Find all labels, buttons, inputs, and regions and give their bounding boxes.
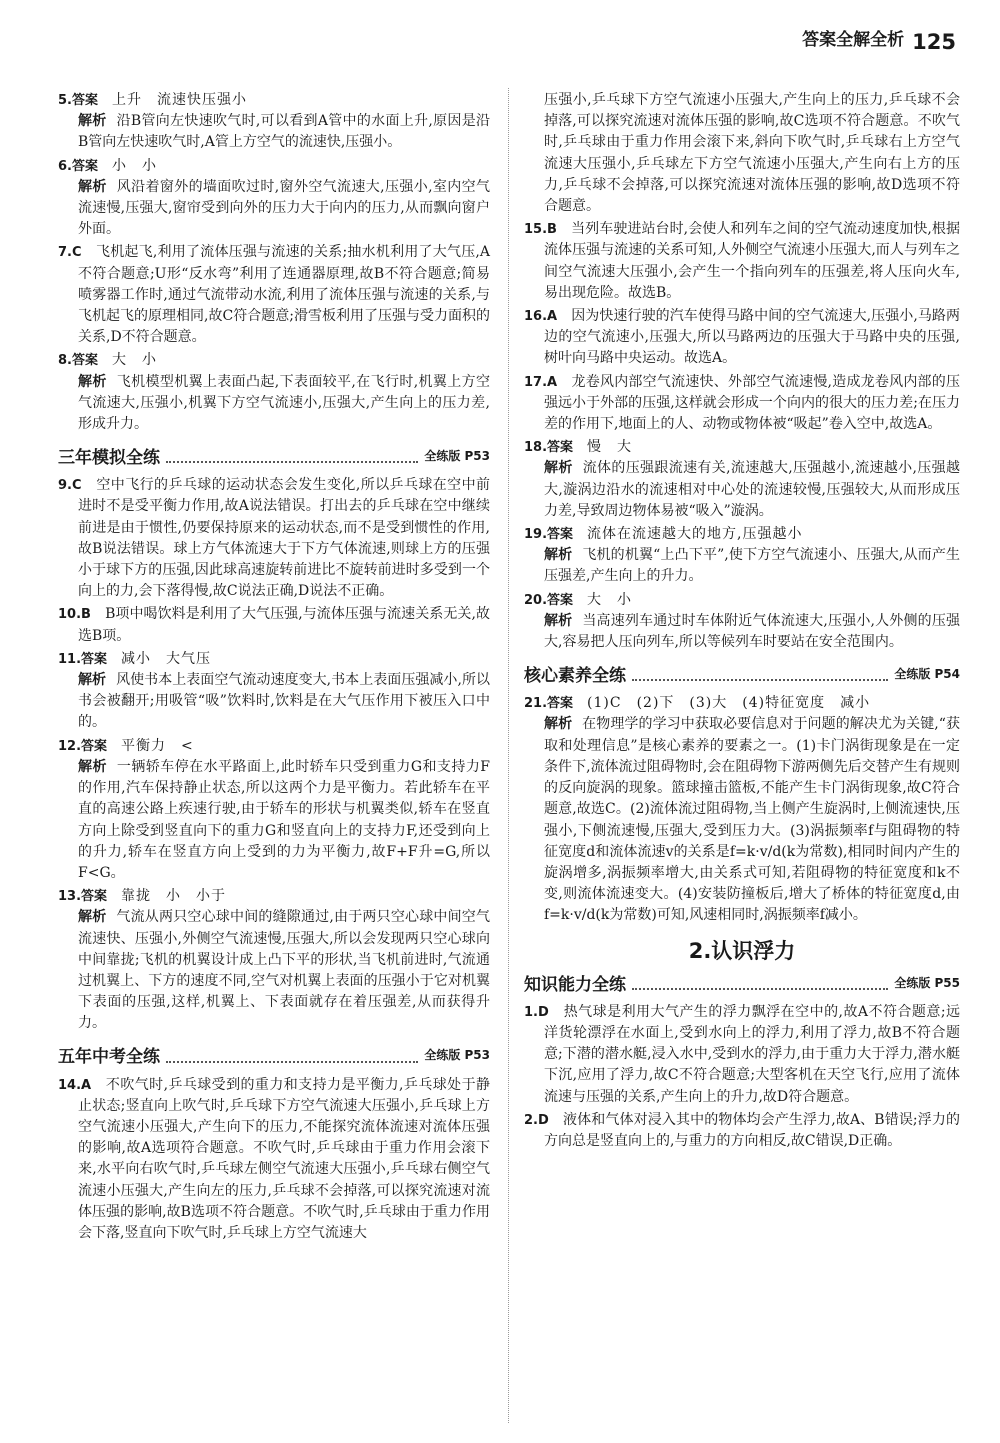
item-text: 因为快速行驶的汽车使得马路中间的空气流速大,压强小,马路两边的空气流速小,压强大,所以马路两边的压强大于马路中央的压强,树叶向马路中央运动。故选A。 — [544, 308, 960, 367]
item-number: 1.D — [524, 1004, 549, 1020]
dotted-leader — [632, 679, 888, 681]
left-column — [58, 90, 490, 1246]
answer-item — [58, 649, 490, 734]
section-title: 三年模拟全练 — [58, 448, 160, 469]
item-number: 21.答案 — [524, 696, 574, 712]
answer-item — [58, 156, 490, 241]
item-answer: 平衡力 < — [121, 737, 194, 754]
explain-text: 在物理学的学习中获取必要信息对于问题的解决尤为关键,“获取和处理信息”是核心素养的要素之一。(1)卡门涡街现象是在一定条件下,流体流过阻碍物时,会在阻碍物下游两侧先后交替产生有规则的反向旋涡的现象。篮球撞击篮板,不能产生卡门涡街现象,故C符合题意,故选C。(2)流体流过阻碍物,当上侧产生旋涡时,上侧流速快,压强小,下侧流速慢,压强大,受到压力大。(3)涡振频率f与阻碍物的特征宽度d和流体流速v的关系是f=k·v/d(k为常数),相同时间内产生的旋涡增多,涡振频率增大,由关系式可知,若阻碍物的特征宽度和k不变,则流体流速变大。(4)安装防撞板后,增大了桥体的特征宽度d,由f=k·v/d(k为常数)可知,风速相同时,涡振频率f减小。 — [544, 716, 960, 924]
item-text: 飞机起飞,利用了流体压强与流速的关系;抽水机利用了大气压,A不符合题意;U形“反水弯”利用了连通器原理,故B不符合题意;简易喷雾器工作时,通过气流带动水流,利用了流体压强与流速的关系,与飞机起飞的原理相同,故C符合题意;滑雪板利用了压强与受力面积的关系,D不符合题意。 — [78, 244, 490, 346]
item-text: 热气球是利用大气产生的浮力飘浮在空中的,故A不符合题意;远洋货轮漂浮在水面上,受到水向上的浮力,利用了浮力,故B不符合题意;下潜的潜水艇,浸入水中,受到水的浮力,由于重力大于浮力,潜水艇下沉,应用了浮力,故C不符合题意;大型客机在天空飞行,应用了流体流速与压强的关系,产生向上的升力,故D符合题意。 — [544, 1003, 961, 1105]
explain-label: 解析 — [544, 612, 573, 629]
explain-text: 飞机的机翼“上凸下平”,使下方空气流速小、压强大,从而产生压强差,产生向上的升力。 — [544, 547, 961, 585]
answer-item — [524, 693, 960, 926]
item-answer: 大 小 — [111, 352, 157, 369]
answer-item — [524, 372, 960, 436]
item-number: 6.答案 — [58, 158, 98, 174]
item-text: B项中喝饮料是利用了大气压强,与流体压强与流速关系无关,故选B项。 — [78, 606, 491, 644]
explain-text: 风沿着窗外的墙面吹过时,窗外空气流速大,压强小,室内空气流速慢,压强大,窗帘受到向外的压力大于向内的压力,从而飘向窗户外面。 — [78, 178, 490, 238]
item-text: 液体和气体对浸入其中的物体均会产生浮力,故A、B错误;浮力的方向总是竖直向上的,与重力的方向相反,故C错误,D正确。 — [544, 1111, 961, 1149]
answer-item — [58, 886, 490, 1034]
explain-text: 流体的压强跟流速有关,流速越大,压强越小,流速越小,压强越大,漩涡边沿水的流速相对中心处的流速较慢,压强较大,从而形成压力差,导致周边物体易被“吸入”漩涡。 — [544, 460, 960, 519]
item-number: 5.答案 — [58, 93, 98, 108]
answer-item — [58, 242, 490, 348]
item-text: 空中飞行的乒乓球的运动状态会发生变化,所以乒乓球在空中前进时不是受平衡力作用,故A说法错误。打出去的乒乓球在空中继续前进是由于惯性,仍要保持原来的运动状态,而不是受到惯性的作用,故B说法错误。球上方气体流速大于下方气体流速,则球上方的压强小于球下方的压强,因此球高速旋转前进比不旋转前进时多受到一个向上的力,会下落得慢,故C说法正确,D说法不正确。 — [78, 477, 491, 600]
section-ref: 全练版 P55 — [894, 975, 960, 990]
section-header — [58, 1043, 490, 1069]
explain-label: 解析 — [78, 909, 107, 926]
item-text: 不吹气时,乒乓球受到的重力和支持力是平衡力,乒乓球处于静止状态;竖直向上吹气时,乒乓球下方空气流速大压强小,乒乓球上方空气流速小压强大,产生向下的压力,不能探究流体流速对流体压强的影响,故A选项符合题意。不吹气时,乒乓球由于重力作用会滚下来,水平向右吹气时,乒乓球左侧空气流速大压强小,乒乓球右侧空气流速小压强大,产生向左的压力,乒乓球不会掉落,可以探究流速对流体压强的影响,故B选项不符合题意。不吹气时,乒乓球由于重力作用会下落,竖直向下吹气时,乒乓球上方空气流速大 — [78, 1076, 490, 1241]
dotted-leader — [166, 1061, 418, 1063]
item-answer: 大 小 — [587, 591, 633, 608]
item-number: 9.C — [58, 478, 82, 494]
chapter-title: 2.认识浮力 — [688, 938, 796, 963]
explain-label: 解析 — [544, 716, 573, 733]
answer-item — [524, 1002, 960, 1108]
item-answer: (1)C (2)下 (3)大 (4)特征宽度 减小 — [587, 695, 871, 712]
item-number: 19.答案 — [524, 527, 574, 543]
item-number: 20.答案 — [524, 592, 574, 608]
item-text: 当列车驶进站台时,会使人和列车之间的空气流动速度加快,根据流体压强与流速的关系可知,人外侧空气流速小压强大,而人与列车之间空气流速大压强小,会产生一个指向列车的压强差,将人压向火车,易出现危险。故选B。 — [544, 221, 961, 301]
explain-label: 解析 — [78, 113, 107, 130]
answer-item — [58, 736, 490, 884]
answer-item — [58, 90, 490, 154]
item-number: 8.答案 — [58, 353, 98, 369]
explain-label: 解析 — [544, 547, 573, 564]
explain-text: 一辆轿车停在水平路面上,此时轿车只受到重力G和支持力F的作用,汽车保持静止状态,所以这两个力是平衡力。若此轿车在平直的高速公路上疾速行驶,由于轿车的形状与机翼类似,轿车在竖直方向上除受到竖直向下的重力G和竖直向上的支持力F,还受到向上的升力,轿车在竖直方向上受到的力为平衡力,故F+F升=G,所以F<G。 — [78, 758, 490, 881]
page-header — [802, 14, 956, 54]
answer-item — [524, 437, 960, 522]
section-title: 知识能力全练 — [524, 974, 626, 995]
answer-item — [58, 350, 490, 435]
explain-text: 当高速列车通过时车体附近气体流速大,压强小,人外侧的压强大,容易把人压向列车,所以等候列车时要站在安全范围内。 — [544, 612, 961, 651]
answer-item — [58, 604, 490, 646]
item-number: 18.答案 — [524, 440, 574, 456]
section-header — [524, 970, 960, 996]
explain-label: 解析 — [78, 373, 107, 390]
item-number: 7.C — [58, 245, 82, 261]
item-number: 11.答案 — [58, 651, 108, 667]
explain-text: 沿B管向左快速吹气时,可以看到A管中的水面上升,原因是沿B管向左快速吹气时,A管上方空气的流速快,压强小。 — [78, 113, 490, 151]
answer-item — [524, 590, 960, 654]
item-number: 15.B — [524, 222, 557, 238]
item-number: 2.D — [524, 1112, 549, 1128]
item-number: 10.B — [58, 607, 91, 623]
explain-label: 解析 — [78, 672, 107, 689]
explain-label: 解析 — [544, 460, 573, 477]
answer-item — [524, 306, 960, 370]
item-answer: 小 小 — [111, 157, 157, 174]
explain-label: 解析 — [78, 758, 107, 775]
answer-item — [524, 1110, 960, 1152]
dotted-leader — [632, 988, 888, 990]
item-number: 13.答案 — [58, 889, 108, 905]
explain-text: 风使书本上表面空气流动速度变大,书本上表面压强减小,所以书会被翻开;用吸管“吸”饮料时,饮料是在大气压作用下被压入口中的。 — [78, 672, 490, 731]
item-number: 14.A — [58, 1077, 92, 1093]
answer-item — [58, 1075, 490, 1245]
item-answer: 上升 流速快压强小 — [111, 92, 247, 108]
section-ref: 全练版 P53 — [424, 449, 490, 464]
column-divider — [508, 88, 509, 1423]
item-answer: 慢 大 — [587, 439, 633, 456]
right-column — [524, 90, 960, 1154]
item-text: 龙卷风内部空气流速快、外部空气流速慢,造成龙卷风内部的压强远小于外部的压强,这样就会形成一个向内的很大的压力差;在压力差的作用下,地面上的人、动物或物体被“吸起”卷入空中,故选A。 — [544, 373, 961, 433]
section-header — [524, 661, 960, 687]
section-ref: 全练版 P54 — [894, 667, 960, 682]
section-header — [58, 443, 490, 469]
section-ref: 全练版 P53 — [424, 1048, 490, 1063]
section-title: 五年中考全练 — [58, 1047, 160, 1068]
header-title: 答案全解全析 — [802, 30, 905, 50]
answer-item — [524, 219, 960, 304]
item-number: 16.A — [524, 309, 558, 325]
answer-item — [58, 475, 490, 602]
explain-text: 气流从两只空心球中间的缝隙通过,由于两只空心球中间空气流速快、压强小,外侧空气流速慢,压强大,所以会发现两只空心球向中间靠拢;飞机的机翼设计成上凸下平的形状,当飞机前进时,气流通过机翼上、下方的速度不同,空气对机翼上表面的压强小于它对机翼下表面的压强,这样,机翼上、下表面就存在着压强差,从而获得升力。 — [78, 909, 491, 1032]
dotted-leader — [166, 461, 418, 463]
item-number: 17.A — [524, 374, 558, 390]
item-answer: 减小 大气压 — [121, 650, 212, 667]
continued-text: 压强小,乒乓球下方空气流速小压强大,产生向上的压力,乒乓球不会掉落,可以探究流速对流体压强的影响,故C选项不符合题意。不吹气时,乒乓球由于重力作用会滚下来,斜向下吹气时,乒乓球右上方空气流速大压强小,乒乓球左下方空气流速小压强大,产生向右上方的压力,乒乓球不会掉落,可以探究流速对流体压强的影响,故D选项不符合题意。 — [544, 92, 960, 215]
page-number: 125 — [912, 30, 956, 54]
item-answer: 流体在流速越大的地方,压强越小 — [587, 526, 803, 543]
explain-text: 飞机模型机翼上表面凸起,下表面较平,在飞行时,机翼上方空气流速大,压强小,机翼下方空气流速小,压强大,产生向上的压力差,形成升力。 — [78, 373, 490, 433]
section-title: 核心素养全练 — [524, 666, 626, 687]
item-answer: 靠拢 小 小于 — [121, 888, 227, 905]
explain-label: 解析 — [78, 178, 107, 195]
answer-item — [524, 524, 960, 588]
item-number: 12.答案 — [58, 738, 108, 754]
